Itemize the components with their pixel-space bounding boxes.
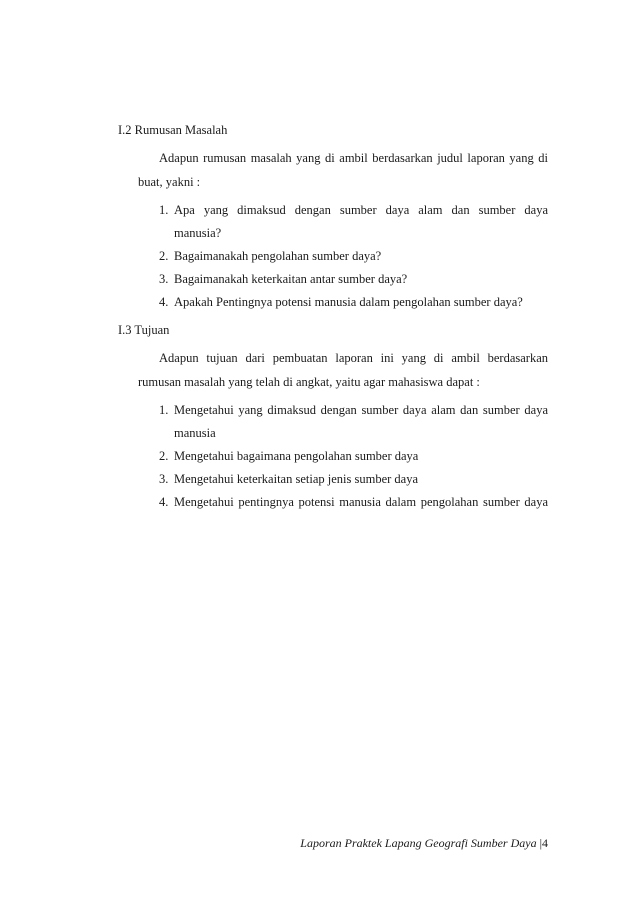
list-item-text-continued: manusia	[174, 426, 216, 440]
footer-title: Laporan Praktek Lapang Geografi Sumber Daya	[300, 836, 537, 850]
list-item-number: 4.	[159, 495, 169, 509]
footer-separator: |	[539, 836, 542, 850]
intro-first-line: Adapun rumusan masalah yang di ambil berdasarkan judul laporan yang di	[159, 151, 548, 165]
list-item-number: 2.	[159, 249, 169, 263]
list-item-text: Apakah Pentingnya potensi manusia dalam pengolahan sumber daya?	[174, 295, 523, 309]
section-heading-tujuan: I.3 Tujuan	[118, 323, 170, 337]
list-item-number: 1.	[159, 203, 169, 217]
list-item-text: Mengetahui yang dimaksud dengan sumber daya alam dan sumber daya	[174, 403, 548, 417]
list-item-number: 4.	[159, 295, 169, 309]
list-item	[159, 445, 548, 468]
tujuan-list	[159, 399, 548, 514]
page-footer	[300, 836, 548, 851]
list-item	[159, 491, 548, 514]
list-item-number: 3.	[159, 272, 169, 286]
list-item-text-continued: manusia?	[174, 226, 222, 240]
list-item-number: 3.	[159, 472, 169, 486]
list-item-text: Mengetahui keterkaitan setiap jenis sumber daya	[174, 472, 419, 486]
intro-rest-line: buat, yakni :	[138, 175, 201, 189]
list-item-text: Apa yang dimaksud dengan sumber daya alam dan sumber daya	[174, 203, 548, 217]
section-intro-paragraph	[138, 346, 548, 394]
list-item	[159, 468, 548, 491]
intro-rest-line: rumusan masalah yang telah di angkat, yaitu agar mahasiswa dapat :	[138, 375, 480, 389]
list-item	[159, 399, 548, 445]
section-heading-rumusan-masalah: I.2 Rumusan Masalah	[118, 123, 228, 137]
list-item	[159, 291, 548, 314]
list-item-number: 1.	[159, 403, 169, 417]
list-item	[159, 245, 548, 268]
section-intro-paragraph	[138, 146, 548, 194]
page-number: 4	[542, 836, 548, 850]
intro-first-line: Adapun tujuan dari pembuatan laporan ini yang di ambil berdasarkan	[159, 351, 548, 365]
list-item-text: Bagaimanakah keterkaitan antar sumber daya?	[174, 272, 408, 286]
list-item	[159, 268, 548, 291]
list-item-text: Mengetahui pentingnya potensi manusia dalam pengolahan sumber daya	[174, 495, 548, 509]
list-item-number: 2.	[159, 449, 169, 463]
rumusan-list	[159, 199, 548, 314]
list-item-text: Bagaimanakah pengolahan sumber daya?	[174, 249, 382, 263]
list-item-text: Mengetahui bagaimana pengolahan sumber daya	[174, 449, 419, 463]
list-item	[159, 199, 548, 245]
